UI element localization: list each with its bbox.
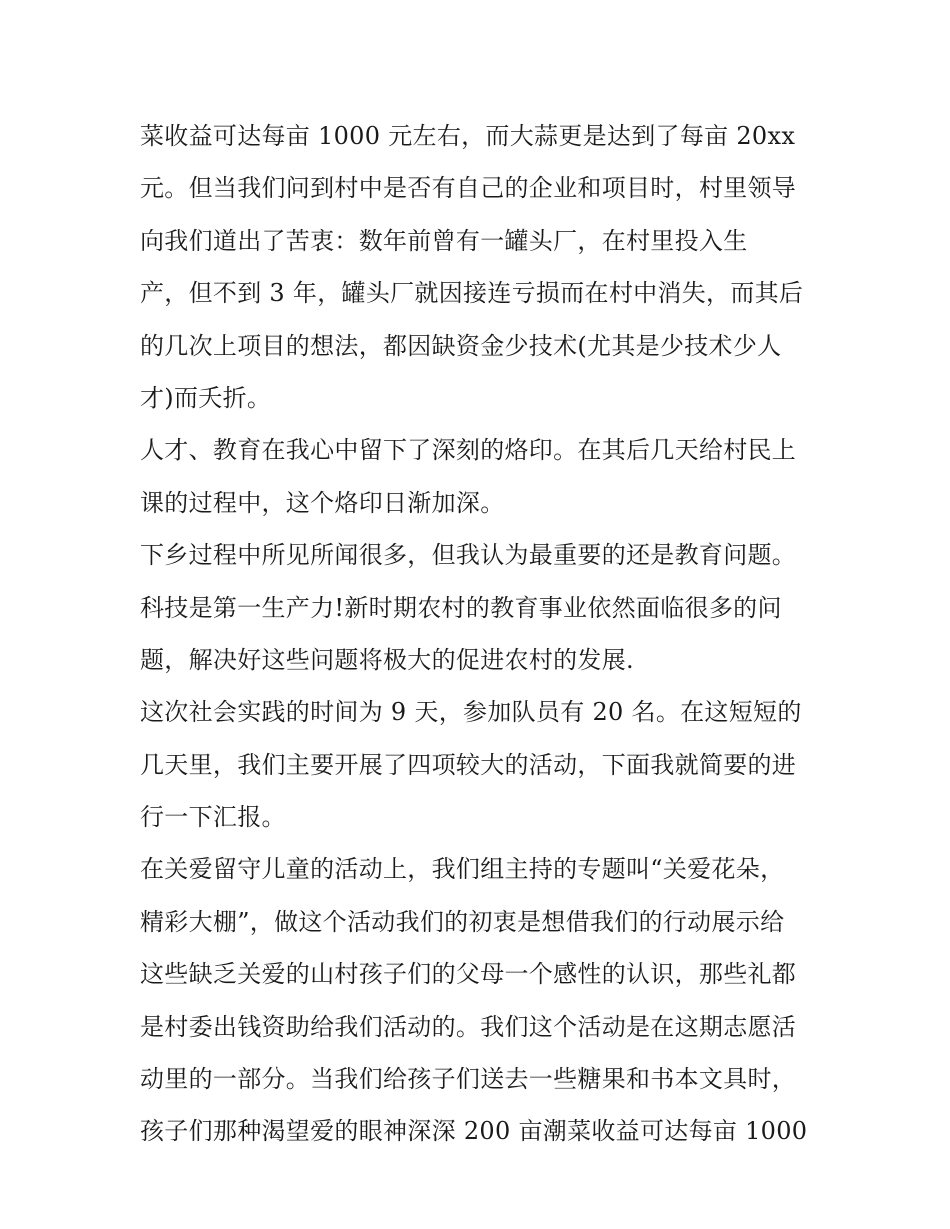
text-line: 的几次上项目的想法，都因缺资金少技术(尤其是少技术少人: [140, 331, 782, 360]
text-line: 菜收益可达每亩 1000 元左右，而大蒜更是达到了每亩 20xx: [140, 122, 796, 150]
text-line: 才)而夭折。: [140, 383, 272, 412]
document-body: [140, 110, 830, 1158]
text-line: 向我们道出了苦衷：数年前曾有一罐头厂，在村里投入生: [140, 226, 748, 255]
text-line: 科技是第一生产力!新时期农村的教育事业依然面临很多的问: [140, 593, 782, 622]
text-line: 是村委出钱资助给我们活动的。我们这个活动是在这期志愿活: [140, 1012, 797, 1041]
text-line: 几天里，我们主要开展了四项较大的活动，下面我就简要的进: [140, 750, 797, 779]
text-line: 行一下汇报。: [140, 803, 286, 832]
text-line: 人才、教育在我心中留下了深刻的烙印。在其后几天给村民上: [140, 436, 797, 465]
text-line: 这些缺乏关爱的山村孩子们的父母一个感性的认识，那些礼都: [140, 960, 797, 989]
text-line: 课的过程中，这个烙印日渐加深。: [140, 488, 505, 517]
text-line: 元。但当我们问到村中是否有自己的企业和项目时，村里领导: [140, 174, 797, 203]
text-line: 精彩大棚”，做这个活动我们的初衷是想借我们的行动展示给: [140, 907, 785, 936]
text-line: 动里的一部分。当我们给孩子们送去一些糖果和书本文具时，: [140, 1065, 797, 1094]
text-line: 产，但不到 3 年，罐头厂就因接连亏损而在村中消失，而其后: [140, 279, 804, 308]
text-line: 下乡过程中所见所闻很多，但我认为最重要的还是教育问题。: [140, 541, 797, 570]
text-line: 孩子们那种渴望爱的眼神深深 200 亩潮菜收益可达每亩 1000: [140, 1117, 808, 1146]
text-line: 在关爱留守儿童的活动上，我们组主持的专题叫“关爱花朵，: [140, 855, 785, 884]
text-line: 题，解决好这些问题将极大的促进农村的发展.: [140, 645, 634, 674]
text-line: 这次社会实践的时间为 9 天，参加队员有 20 名。在这短短的: [140, 698, 802, 727]
